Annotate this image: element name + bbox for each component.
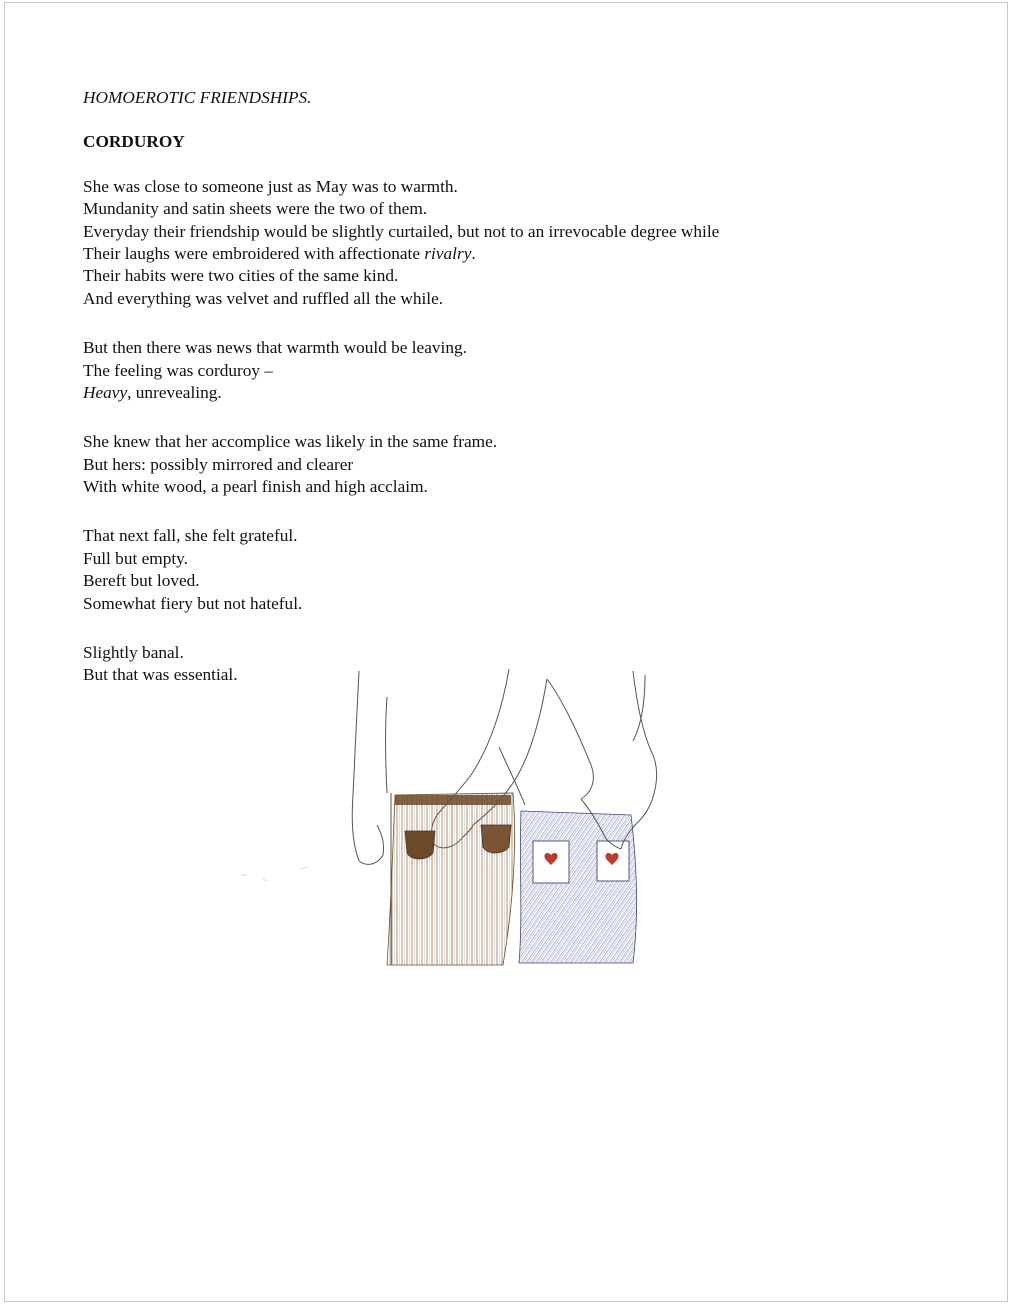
poem-line: Mundanity and satin sheets were the two of them. [83,199,428,219]
line-text: . [471,243,476,263]
line-italic-text: rivalry [424,243,472,263]
corduroy-illustration [241,665,661,971]
sketch-marks [241,867,307,881]
poem-line: And everything was velvet and ruffled all the while. [83,288,444,308]
poem-line [83,382,983,404]
left-figure [352,671,391,965]
poem-line: She was close to someone just as May was to warmth. [83,176,458,196]
poem-line: Bereft but loved. [83,571,200,591]
stanza [83,337,983,404]
poem-line: Their habits were two cities of the same kind. [83,266,399,286]
poem-line: The feeling was corduroy – [83,360,274,380]
line-text: , unrevealing. [127,382,222,402]
line-italic-text: Heavy [83,382,128,402]
poem-line: Somewhat fiery but not hateful. [83,593,303,613]
poem-line: Full but empty. [83,548,188,568]
poem-line: Everyday their friendship would be slightly curtailed, but not to an irrevocable degree while [83,221,720,241]
line-text: Their laughs were embroidered with affectionate [83,243,425,263]
stanza [83,431,983,498]
poem-title: CORDUROY [83,132,185,152]
corduroy-trousers [387,793,515,965]
stanza [83,176,983,310]
poem-line: With white wood, a pearl finish and high acclaim. [83,477,428,497]
document-page [4,2,1008,1302]
poem-body [83,176,983,687]
poem-text-block [83,87,983,714]
poem-line: Slightly banal. [83,643,184,663]
poem-line: She knew that her accomplice was likely in the same frame. [83,432,498,452]
document-heading: HOMOEROTIC FRIENDSHIPS. [83,88,312,107]
poem-line: That next fall, she felt grateful. [83,526,298,546]
poem-line: But that was essential. [83,665,238,685]
poem-line: But hers: possibly mirrored and clearer [83,454,354,474]
poem-line [83,243,983,265]
stanza [83,525,983,615]
denim-trousers [519,811,637,963]
poem-line: But then there was news that warmth would be leaving. [83,338,467,358]
